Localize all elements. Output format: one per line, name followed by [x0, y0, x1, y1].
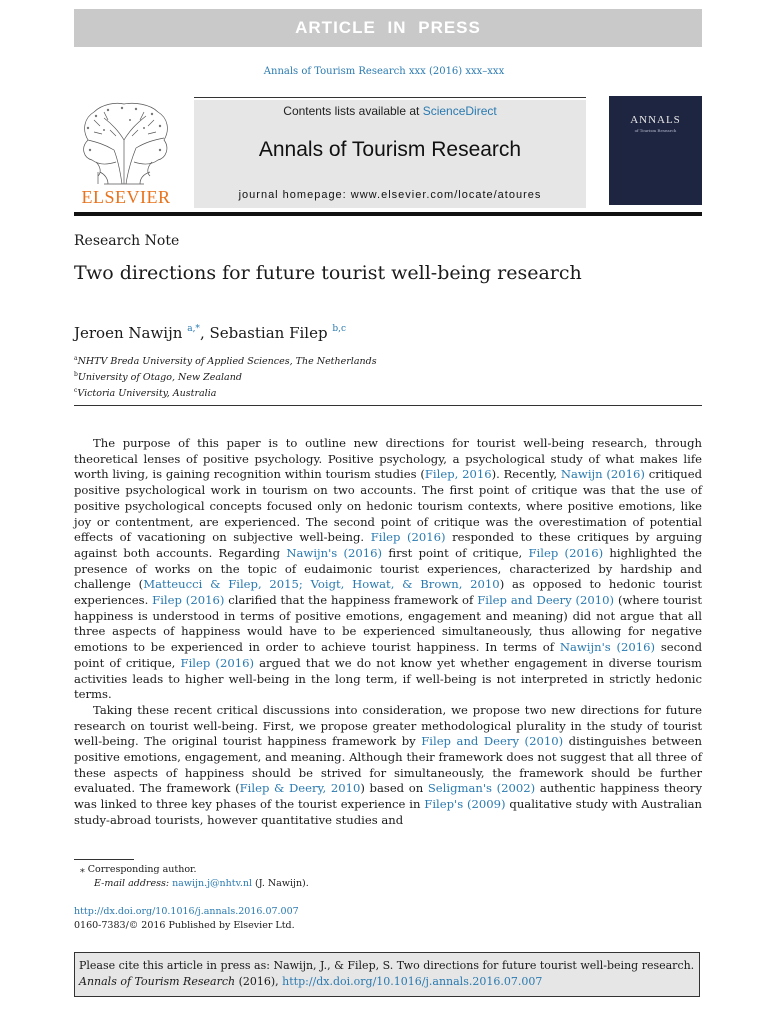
footnote-rule: [74, 859, 134, 860]
body-text: Taking these recent critical discussions into consideration, we propose two new directions for future research on tourist well-being. First, we propose greater methodological plurality in the study of tourist well-being. The original tourist happiness framework by: [74, 702, 702, 749]
author-affiliation-marker[interactable]: b,c: [332, 324, 347, 334]
body-text: ) as opposed to hedonic tourist experiences.: [74, 577, 702, 608]
citation-link[interactable]: Filep (2016): [152, 593, 225, 608]
author-affiliation-marker[interactable]: a,*: [187, 324, 200, 334]
citation-link[interactable]: Nawijn (2016): [560, 467, 645, 482]
masthead-top-rule: [194, 97, 586, 98]
citation-link[interactable]: Nawijn's (2016): [559, 640, 656, 655]
article-in-press-banner: ARTICLE IN PRESS: [74, 9, 702, 47]
cover-title: ANNALS: [630, 114, 681, 126]
citation-link[interactable]: Seligman's (2002): [427, 781, 536, 796]
citation-link[interactable]: Matteucci & Filep, 2015; Voigt, Howat, & Brown, 2010: [143, 577, 500, 592]
cover-subtitle: of Tourism Research: [634, 128, 677, 133]
affiliation-item: $^a$NHTV Breda University of Applied Sciences, The Netherlands: [74, 355, 377, 367]
header-divider: [74, 212, 702, 216]
affiliation-item: $^b$University of Otago, New Zealand: [74, 371, 242, 383]
homepage-url[interactable]: www.elsevier.com/locate/atoures: [350, 189, 542, 201]
body-text: distinguishes between positive emotions, engagement, and meaning. Although their framework does not suggest that all three of these aspects of happiness should be strived for simultaneously, the framework should be further evaluated. The framework (: [74, 734, 703, 796]
citation-link[interactable]: Filep (2016): [528, 545, 604, 560]
article-type: Research Note: [74, 233, 180, 249]
journal-citation-link[interactable]: Annals of Tourism Research xxx (2016) xxx–xxx: [263, 66, 505, 77]
citation-link[interactable]: Filep (2016): [370, 530, 446, 545]
citation-link[interactable]: Filep, 2016: [424, 467, 492, 482]
body-text: responded to these critiques by arguing against both accounts. Regarding: [74, 530, 702, 560]
body-text: first point of critique,: [382, 545, 529, 560]
elsevier-wordmark[interactable]: ELSEVIER: [81, 187, 171, 207]
author-email-link[interactable]: nawijn.j@nhtv.nl: [172, 878, 253, 889]
article-body: [74, 436, 702, 829]
body-text: critiqued positive psychological work in tourism on two accounts. The first point of critique was that the use of positive psychological concepts focused only on hedonic tourism contexts, where positive emotions, like joy or contentment, are experienced. The second point of critique was the overestimation of potential effects of vacationing on subjective well-being.: [74, 467, 702, 545]
contents-line: Contents lists available at ScienceDirect: [283, 104, 497, 118]
author-list: Jeroen Nawijn $^{a,*}$, Sebastian Filep $^{b,c}$: [74, 324, 347, 342]
article-title: Two directions for future tourist well-being research: [74, 262, 582, 284]
body-text: authentic happiness theory was linked to three key phases of the tourist experience in: [74, 781, 703, 812]
affiliation-divider: [74, 405, 702, 406]
journal-homepage: journal homepage: www.elsevier.com/locate/atoures: [238, 189, 542, 201]
cite-doi-link[interactable]: http://dx.doi.org/10.1016/j.annals.2016.07.007: [282, 975, 543, 988]
body-text: The purpose of this paper is to outline new directions for tourist well-being research, through theoretical lenses of positive psychology. Positive psychology, a psychological study of what makes life worth living, is gaining recognition within tourism studies (: [74, 436, 702, 482]
body-paragraph: [74, 436, 702, 703]
affiliations: [74, 352, 377, 400]
citation-link[interactable]: Filep's (2009): [424, 797, 506, 812]
citation-link[interactable]: Filep (2016): [180, 655, 254, 670]
body-text: ). Recently,: [491, 467, 561, 482]
author-name: Sebastian Filep: [209, 324, 328, 342]
affiliation-item: $^c$Victoria University, Australia: [74, 387, 217, 399]
journal-cover-image: [609, 96, 702, 205]
body-text: argued that we do not know yet whether engagement in diverse tourism activities leads to higher well-being in the long term, if well-being is not interpreted in strictly hedonic terms.: [74, 655, 702, 702]
cite-this-article-box: Please cite this article in press as: Nawijn, J., & Filep, S. Two directions for future tourist well-being research. Annals of Tourism Research (2016), http://dx.doi.org/10.1016/j.annals.2016.07.007: [74, 952, 700, 997]
citation-link[interactable]: Filep and Deery (2010): [421, 734, 564, 749]
copyright-line: 0160-7383/© 2016 Published by Elsevier Ltd.: [74, 920, 295, 931]
journal-title: Annals of Tourism Research: [258, 138, 522, 161]
author-name: Jeroen Nawijn: [74, 324, 183, 342]
citation-link[interactable]: Filep and Deery (2010): [477, 593, 615, 608]
body-text: ) based on: [360, 781, 428, 796]
doi-block: [74, 905, 299, 933]
citation-link[interactable]: Filep & Deery, 2010: [239, 781, 361, 796]
body-paragraph: [74, 703, 702, 829]
body-text: qualitative study with Australian study-abroad tourists, however quantitative studies and: [74, 797, 702, 827]
footnote: ⁎ Corresponding author. E-mail address: nawijn.j@nhtv.nl (J. Nawijn).: [80, 864, 309, 889]
body-text: second point of critique,: [74, 640, 702, 670]
body-text: (where tourist happiness is understood in terms of positive emotions, engagement and meaning) did not argue that all three aspects of happiness would have to be experienced simultaneously, thus allowing for negative emotions to be experienced in order to achieve tourist happiness. In terms of: [74, 593, 703, 655]
citation-link[interactable]: Nawijn's (2016): [286, 545, 383, 560]
body-text: highlighted the presence of works on the topic of eudaimonic tourist experiences, characterized by hardship and challenge (: [74, 545, 703, 592]
sciencedirect-link[interactable]: ScienceDirect: [422, 104, 497, 118]
doi-link[interactable]: http://dx.doi.org/10.1016/j.annals.2016.07.007: [74, 906, 299, 917]
body-text: clarified that the happiness framework of: [224, 593, 478, 608]
